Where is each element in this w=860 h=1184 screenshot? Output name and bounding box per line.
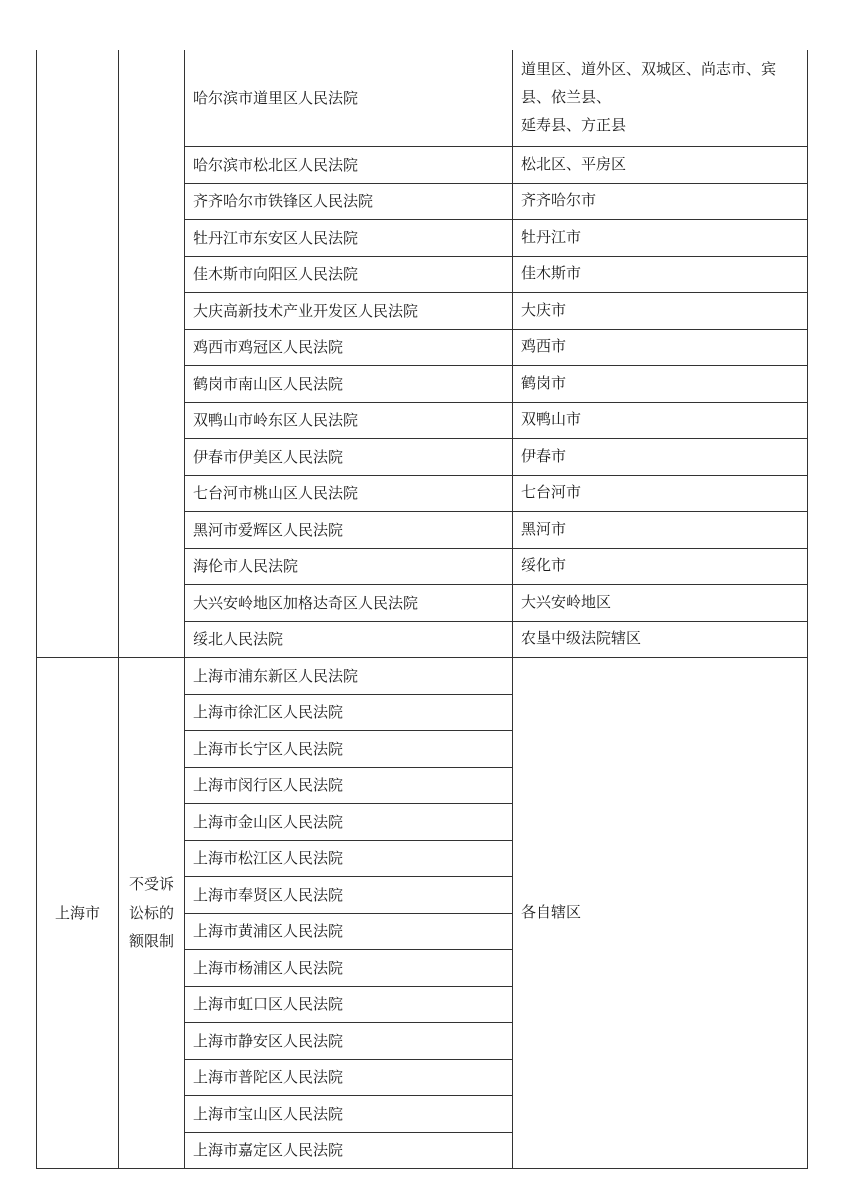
limit-cell-continued xyxy=(119,50,185,658)
court-name: 鹤岗市南山区人民法院 xyxy=(185,366,513,403)
area-line: 道里区、道外区、双城区、尚志市、宾 xyxy=(521,60,777,79)
jurisdiction-area: 各自辖区 xyxy=(513,658,808,1169)
court-name: 上海市普陀区人民法院 xyxy=(185,1059,513,1096)
jurisdiction-area: 鸡西市 xyxy=(513,329,808,366)
jurisdiction-area: 大兴安岭地区 xyxy=(513,585,808,622)
jurisdiction-area: 双鸭山市 xyxy=(513,402,808,439)
court-name: 上海市虹口区人民法院 xyxy=(185,986,513,1023)
court-name: 上海市黄浦区人民法院 xyxy=(185,913,513,950)
jurisdiction-area: 绥化市 xyxy=(513,548,808,585)
court-name: 双鸭山市岭东区人民法院 xyxy=(185,402,513,439)
court-name: 伊春市伊美区人民法院 xyxy=(185,439,513,476)
court-name: 上海市松江区人民法院 xyxy=(185,840,513,877)
court-name: 上海市浦东新区人民法院 xyxy=(185,658,513,695)
limit-line: 额限制 xyxy=(128,932,174,951)
court-name: 哈尔滨市道里区人民法院 xyxy=(185,50,513,147)
area-line: 延寿县、方正县 xyxy=(521,115,627,134)
jurisdiction-area: 松北区、平房区 xyxy=(513,147,808,184)
court-name: 鸡西市鸡冠区人民法院 xyxy=(185,329,513,366)
jurisdiction-area: 齐齐哈尔市 xyxy=(513,183,808,220)
court-name: 上海市闵行区人民法院 xyxy=(185,767,513,804)
court-name: 上海市静安区人民法院 xyxy=(185,1023,513,1060)
table-row xyxy=(37,50,808,147)
court-name: 大兴安岭地区加格达奇区人民法院 xyxy=(185,585,513,622)
area-line: 县、依兰县、 xyxy=(521,88,612,107)
claim-limit xyxy=(119,658,185,1169)
jurisdiction-area: 伊春市 xyxy=(513,439,808,476)
court-name: 七台河市桃山区人民法院 xyxy=(185,475,513,512)
jurisdiction-area: 黑河市 xyxy=(513,512,808,549)
court-name: 哈尔滨市松北区人民法院 xyxy=(185,147,513,184)
court-name: 上海市宝山区人民法院 xyxy=(185,1096,513,1133)
jurisdiction-area xyxy=(513,50,808,147)
jurisdiction-area: 鹤岗市 xyxy=(513,366,808,403)
court-name: 上海市杨浦区人民法院 xyxy=(185,950,513,987)
jurisdiction-area: 大庆市 xyxy=(513,293,808,330)
province-name: 上海市 xyxy=(37,658,119,1169)
jurisdiction-area: 农垦中级法院辖区 xyxy=(513,621,808,658)
court-name: 上海市奉贤区人民法院 xyxy=(185,877,513,914)
court-name: 上海市金山区人民法院 xyxy=(185,804,513,841)
table-row xyxy=(37,658,808,695)
court-name: 海伦市人民法院 xyxy=(185,548,513,585)
limit-line: 不受诉 xyxy=(128,875,174,894)
court-name: 佳木斯市向阳区人民法院 xyxy=(185,256,513,293)
court-name: 绥北人民法院 xyxy=(185,621,513,658)
court-name: 上海市徐汇区人民法院 xyxy=(185,694,513,731)
jurisdiction-area: 七台河市 xyxy=(513,475,808,512)
court-name: 齐齐哈尔市铁锋区人民法院 xyxy=(185,183,513,220)
court-name: 黑河市爱辉区人民法院 xyxy=(185,512,513,549)
jurisdiction-area: 牡丹江市 xyxy=(513,220,808,257)
court-name: 牡丹江市东安区人民法院 xyxy=(185,220,513,257)
court-name: 上海市长宁区人民法院 xyxy=(185,731,513,768)
court-jurisdiction-table xyxy=(36,50,808,1169)
court-name: 大庆高新技术产业开发区人民法院 xyxy=(185,293,513,330)
court-name: 上海市嘉定区人民法院 xyxy=(185,1132,513,1169)
province-cell-continued xyxy=(37,50,119,658)
limit-line: 讼标的 xyxy=(128,903,174,922)
jurisdiction-area: 佳木斯市 xyxy=(513,256,808,293)
